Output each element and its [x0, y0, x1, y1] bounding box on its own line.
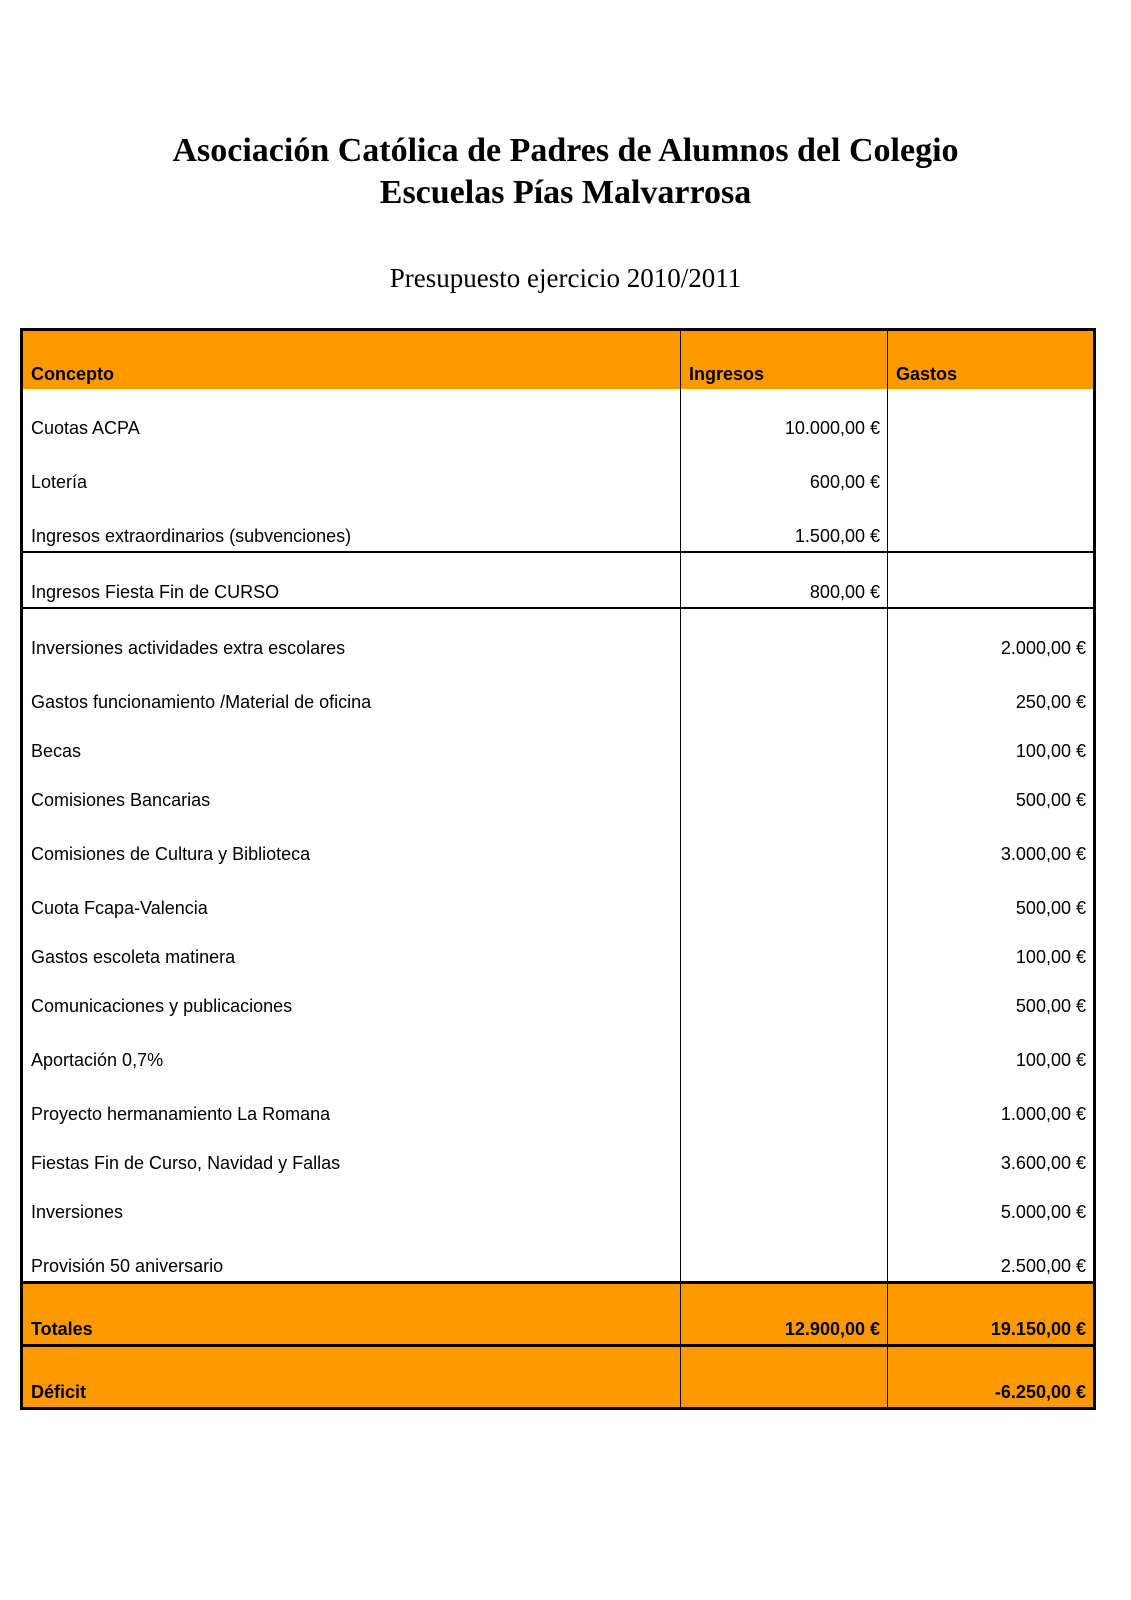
row-gastos: 2.000,00 €: [888, 608, 1095, 663]
table-header-row: [22, 330, 1095, 390]
row-gastos: 5.000,00 €: [888, 1178, 1095, 1227]
table-row: [22, 443, 1095, 497]
row-concepto: Proyecto hermanamiento La Romana: [22, 1075, 681, 1129]
row-concepto: Becas: [22, 717, 681, 766]
row-gastos: 100,00 €: [888, 923, 1095, 972]
deficit-label: Déficit: [22, 1346, 681, 1409]
totales-ingresos: 12.900,00 €: [681, 1283, 888, 1346]
title-line-1: Asociación Católica de Padres de Alumnos del Colegio: [172, 132, 959, 169]
row-concepto: Ingresos Fiesta Fin de CURSO: [22, 552, 681, 608]
row-ingresos: [681, 972, 888, 1021]
row-gastos: 500,00 €: [888, 869, 1095, 923]
row-gastos: 1.000,00 €: [888, 1075, 1095, 1129]
row-gastos: 3.000,00 €: [888, 815, 1095, 869]
title-line-2: Escuelas Pías Malvarrosa: [379, 174, 752, 211]
row-gastos: [888, 443, 1095, 497]
row-ingresos: [681, 1227, 888, 1283]
row-ingresos: [681, 1178, 888, 1227]
table-row: [22, 717, 1095, 766]
row-gastos: 2.500,00 €: [888, 1227, 1095, 1283]
row-ingresos: [681, 1021, 888, 1075]
row-ingresos: [681, 608, 888, 663]
budget-subtitle: Presupuesto ejercicio 2010/2011: [389, 263, 742, 293]
row-concepto: Comisiones Bancarias: [22, 766, 681, 815]
row-ingresos: 10.000,00 €: [681, 389, 888, 443]
deficit-row: [22, 1346, 1095, 1409]
row-concepto: Gastos escoleta matinera: [22, 923, 681, 972]
row-ingresos: [681, 923, 888, 972]
totales-label: Totales: [22, 1283, 681, 1346]
header-ingresos: Ingresos: [681, 330, 888, 390]
row-concepto: Provisión 50 aniversario: [22, 1227, 681, 1283]
row-concepto: Comisiones de Cultura y Biblioteca: [22, 815, 681, 869]
budget-table: [20, 328, 1096, 1410]
row-ingresos: 800,00 €: [681, 552, 888, 608]
row-gastos: [888, 552, 1095, 608]
table-row: [22, 1227, 1095, 1283]
row-concepto: Gastos funcionamiento /Material de oficina: [22, 663, 681, 717]
row-gastos: 100,00 €: [888, 1021, 1095, 1075]
table-row: [22, 972, 1095, 1021]
table-row: [22, 766, 1095, 815]
row-gastos: 250,00 €: [888, 663, 1095, 717]
row-gastos: [888, 389, 1095, 443]
row-concepto: Ingresos extraordinarios (subvenciones): [22, 497, 681, 552]
row-concepto: Comunicaciones y publicaciones: [22, 972, 681, 1021]
row-concepto: Fiestas Fin de Curso, Navidad y Fallas: [22, 1129, 681, 1178]
table-row: [22, 923, 1095, 972]
table-row: [22, 389, 1095, 443]
row-concepto: Inversiones actividades extra escolares: [22, 608, 681, 663]
row-ingresos: [681, 1129, 888, 1178]
table-row: [22, 1178, 1095, 1227]
table-row: [22, 1021, 1095, 1075]
row-ingresos: [681, 815, 888, 869]
deficit-gastos: -6.250,00 €: [888, 1346, 1095, 1409]
row-gastos: [888, 497, 1095, 552]
table-row: [22, 608, 1095, 663]
table-row: [22, 552, 1095, 608]
row-concepto: Inversiones: [22, 1178, 681, 1227]
totales-gastos: 19.150,00 €: [888, 1283, 1095, 1346]
row-concepto: Cuota Fcapa-Valencia: [22, 869, 681, 923]
row-ingresos: [681, 663, 888, 717]
document-title: [0, 130, 1131, 214]
table-row: [22, 1075, 1095, 1129]
table-row: [22, 1129, 1095, 1178]
row-gastos: 3.600,00 €: [888, 1129, 1095, 1178]
row-gastos: 100,00 €: [888, 717, 1095, 766]
table-row: [22, 869, 1095, 923]
row-concepto: Aportación 0,7%: [22, 1021, 681, 1075]
header-concepto: Concepto: [22, 330, 681, 390]
deficit-ingresos: [681, 1346, 888, 1409]
header-gastos: Gastos: [888, 330, 1095, 390]
row-ingresos: [681, 766, 888, 815]
totales-row: [22, 1283, 1095, 1346]
row-ingresos: 1.500,00 €: [681, 497, 888, 552]
table-row: [22, 815, 1095, 869]
table-row: [22, 497, 1095, 552]
row-concepto: Lotería: [22, 443, 681, 497]
row-gastos: 500,00 €: [888, 972, 1095, 1021]
row-ingresos: [681, 869, 888, 923]
row-ingresos: 600,00 €: [681, 443, 888, 497]
row-gastos: 500,00 €: [888, 766, 1095, 815]
row-concepto: Cuotas ACPA: [22, 389, 681, 443]
row-ingresos: [681, 717, 888, 766]
row-ingresos: [681, 1075, 888, 1129]
table-row: [22, 663, 1095, 717]
